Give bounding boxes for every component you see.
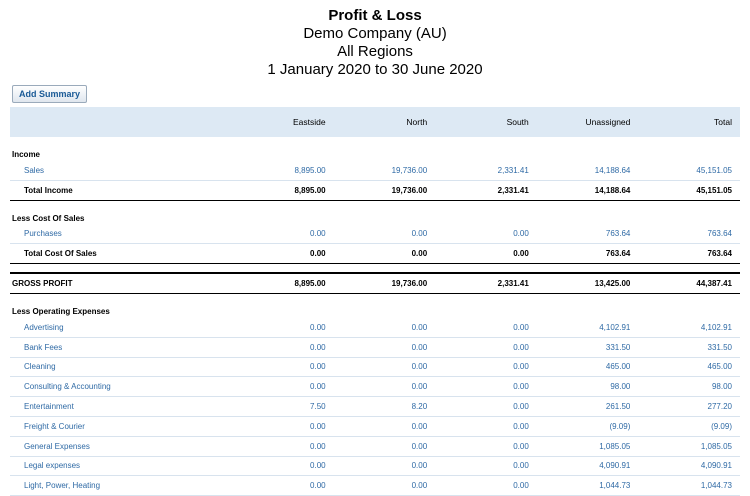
table-row[interactable] xyxy=(10,318,740,337)
amount-link[interactable]: 1,085.05 xyxy=(537,436,639,456)
amount-link[interactable]: 4,102.91 xyxy=(638,318,740,337)
amount-link[interactable]: 0.00 xyxy=(435,416,537,436)
amount-link[interactable]: 0.00 xyxy=(334,476,436,496)
amount-link[interactable]: 0.00 xyxy=(232,436,334,456)
amount-link[interactable]: 4,090.91 xyxy=(638,456,740,476)
amount-link[interactable]: 0.00 xyxy=(232,476,334,496)
gross-profit-amount: 44,387.41 xyxy=(638,273,740,293)
column-header-eastside[interactable]: Eastside xyxy=(292,117,326,127)
amount-link[interactable]: (9.09) xyxy=(638,416,740,436)
section-heading-cost-of-sales xyxy=(10,200,740,225)
gross-profit-amount: 13,425.00 xyxy=(537,273,639,293)
amount-link[interactable]: 4,102.91 xyxy=(537,318,639,337)
amount-link[interactable]: 0.00 xyxy=(435,377,537,397)
amount-link[interactable]: 0.00 xyxy=(334,377,436,397)
spacer-cell xyxy=(10,264,740,274)
table-row[interactable] xyxy=(10,337,740,357)
table-row[interactable] xyxy=(10,476,740,496)
table-row[interactable] xyxy=(10,456,740,476)
section-heading-label: Less Operating Expenses xyxy=(12,306,110,316)
total-label: Total Cost Of Sales xyxy=(10,244,232,264)
account-link[interactable]: Consulting & Accounting xyxy=(10,377,232,397)
table-row-purchases[interactable] xyxy=(10,225,740,244)
amount-link[interactable]: 0.00 xyxy=(334,337,436,357)
total-row-income xyxy=(10,180,740,200)
amount-link[interactable]: 465.00 xyxy=(537,357,639,377)
total-amount: 8,895.00 xyxy=(232,180,334,200)
amount-link[interactable]: 465.00 xyxy=(638,357,740,377)
table-row-sales[interactable] xyxy=(10,161,740,180)
amount-link[interactable]: 0.00 xyxy=(334,456,436,476)
total-amount: 19,736.00 xyxy=(334,180,436,200)
account-link[interactable]: Cleaning xyxy=(10,357,232,377)
amount-link[interactable]: 14,188.64 xyxy=(537,161,639,180)
total-amount: 0.00 xyxy=(232,244,334,264)
account-link[interactable]: Bank Fees xyxy=(10,337,232,357)
amount-link[interactable]: 98.00 xyxy=(537,377,639,397)
amount-link[interactable]: 0.00 xyxy=(232,456,334,476)
total-row-cost-of-sales xyxy=(10,244,740,264)
account-link[interactable]: Freight & Courier xyxy=(10,416,232,436)
amount-link[interactable]: 0.00 xyxy=(334,436,436,456)
amount-link[interactable]: 0.00 xyxy=(232,357,334,377)
table-row[interactable] xyxy=(10,436,740,456)
total-amount: 0.00 xyxy=(334,244,436,264)
account-link[interactable]: Light, Power, Heating xyxy=(10,476,232,496)
amount-link[interactable]: 2,331.41 xyxy=(435,161,537,180)
gross-profit-amount: 8,895.00 xyxy=(232,273,334,293)
amount-link[interactable]: 0.00 xyxy=(435,476,537,496)
profit-loss-table xyxy=(10,107,740,496)
amount-link[interactable]: 0.00 xyxy=(334,225,436,244)
amount-link[interactable]: 331.50 xyxy=(537,337,639,357)
section-heading-income xyxy=(10,137,740,161)
column-header-south[interactable]: South xyxy=(506,117,529,127)
add-summary-button[interactable]: Add Summary xyxy=(12,85,87,103)
amount-link[interactable]: 0.00 xyxy=(435,456,537,476)
gross-profit-row xyxy=(10,273,740,293)
amount-link[interactable]: 98.00 xyxy=(638,377,740,397)
account-link-purchases[interactable]: Purchases xyxy=(10,225,232,244)
account-link[interactable]: Advertising xyxy=(10,318,232,337)
table-row[interactable] xyxy=(10,357,740,377)
amount-link[interactable]: 1,044.73 xyxy=(537,476,639,496)
table-row[interactable] xyxy=(10,397,740,417)
report-table-container xyxy=(10,107,740,496)
total-amount: 2,331.41 xyxy=(435,180,537,200)
column-header-total[interactable]: Total xyxy=(714,117,732,127)
total-amount: 45,151.05 xyxy=(638,180,740,200)
amount-link[interactable]: 0.00 xyxy=(334,318,436,337)
total-amount: 763.64 xyxy=(638,244,740,264)
amount-link[interactable]: 1,085.05 xyxy=(638,436,740,456)
operating-expenses-rows xyxy=(10,318,740,496)
amount-link[interactable]: 0.00 xyxy=(232,225,334,244)
gross-profit-amount: 19,736.00 xyxy=(334,273,436,293)
gross-profit-amount: 2,331.41 xyxy=(435,273,537,293)
amount-link[interactable]: 763.64 xyxy=(537,225,639,244)
amount-link[interactable]: 0.00 xyxy=(334,416,436,436)
account-link[interactable]: Legal expenses xyxy=(10,456,232,476)
amount-link[interactable]: 1,044.73 xyxy=(638,476,740,496)
amount-link[interactable]: 0.00 xyxy=(334,357,436,377)
section-heading-label: Income xyxy=(12,150,41,159)
table-row[interactable] xyxy=(10,416,740,436)
total-label: Total Income xyxy=(10,180,232,200)
amount-link[interactable]: 19,736.00 xyxy=(334,161,436,180)
section-heading-label: Less Cost Of Sales xyxy=(12,213,85,223)
column-header-account xyxy=(10,107,232,137)
amount-link[interactable]: 331.50 xyxy=(638,337,740,357)
table-row[interactable] xyxy=(10,377,740,397)
amount-link[interactable]: 0.00 xyxy=(232,337,334,357)
amount-link[interactable]: 261.50 xyxy=(537,397,639,417)
report-header xyxy=(0,0,750,79)
amount-link[interactable]: 7.50 xyxy=(232,397,334,417)
section-heading-operating-expenses xyxy=(10,293,740,318)
report-period: 1 January 2020 to 30 June 2020 xyxy=(267,61,483,78)
total-amount: 763.64 xyxy=(537,244,639,264)
amount-link[interactable]: 8.20 xyxy=(334,397,436,417)
gross-profit-label: GROSS PROFIT xyxy=(10,273,232,293)
amount-link[interactable]: 0.00 xyxy=(232,377,334,397)
company-name: Demo Company (AU) xyxy=(303,25,447,42)
account-link[interactable]: General Expenses xyxy=(10,436,232,456)
spacer-row xyxy=(10,264,740,274)
column-header-north[interactable]: North xyxy=(406,117,428,127)
regions-label: All Regions xyxy=(337,43,413,60)
column-header-unassigned[interactable]: Unassigned xyxy=(585,117,631,127)
amount-link[interactable]: 277.20 xyxy=(638,397,740,417)
amount-link[interactable]: 4,090.91 xyxy=(537,456,639,476)
amount-link[interactable]: 0.00 xyxy=(232,416,334,436)
amount-link[interactable]: 0.00 xyxy=(435,357,537,377)
amount-link[interactable]: 0.00 xyxy=(435,318,537,337)
total-amount: 0.00 xyxy=(435,244,537,264)
amount-link[interactable]: 0.00 xyxy=(435,397,537,417)
amount-link[interactable]: 8,895.00 xyxy=(232,161,334,180)
total-amount: 14,188.64 xyxy=(537,180,639,200)
account-link[interactable]: Entertainment xyxy=(10,397,232,417)
account-link-sales[interactable]: Sales xyxy=(10,161,232,180)
column-header-row xyxy=(10,107,740,137)
amount-link[interactable]: 0.00 xyxy=(435,436,537,456)
report-title: Profit & Loss xyxy=(328,7,422,24)
amount-link[interactable]: 45,151.05 xyxy=(638,161,740,180)
amount-link[interactable]: (9.09) xyxy=(537,416,639,436)
amount-link[interactable]: 0.00 xyxy=(435,225,537,244)
amount-link[interactable]: 0.00 xyxy=(435,337,537,357)
amount-link[interactable]: 0.00 xyxy=(232,318,334,337)
amount-link[interactable]: 763.64 xyxy=(638,225,740,244)
